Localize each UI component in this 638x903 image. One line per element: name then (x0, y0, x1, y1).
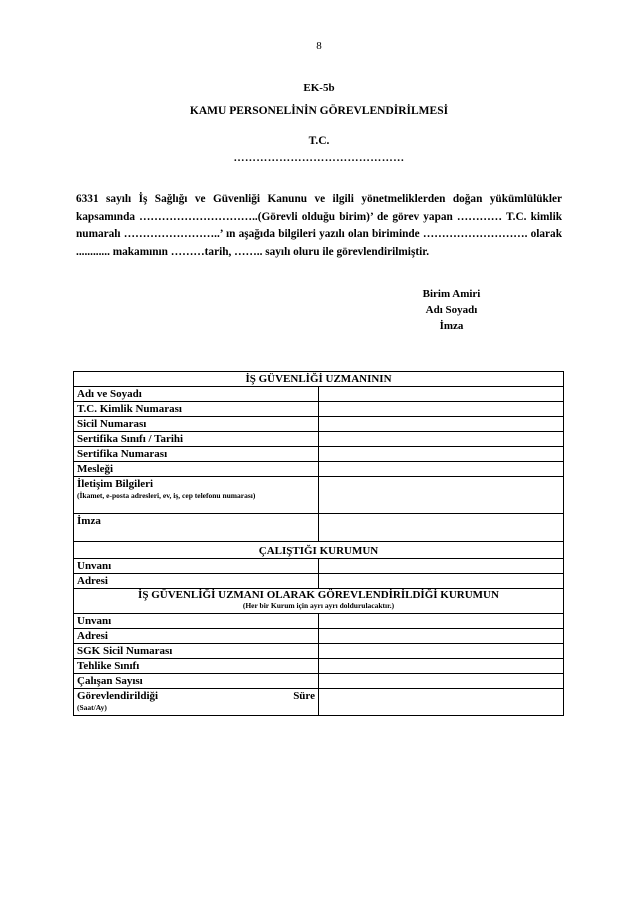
republic-label: T.C. (308, 135, 330, 147)
table-row (74, 589, 564, 614)
institution-placeholder: ……………………………………… (233, 152, 405, 164)
field-employees[interactable] (319, 674, 564, 689)
table-row (74, 447, 564, 462)
field-signature[interactable] (319, 514, 564, 542)
duration-label-a: Görevlendirildiği (77, 690, 159, 702)
table-row (74, 387, 564, 402)
row-label-employer-address: Adresi (74, 574, 319, 589)
field-assigned-address[interactable] (319, 629, 564, 644)
field-employer-title[interactable] (319, 559, 564, 574)
table-row (74, 574, 564, 589)
field-contact[interactable] (319, 477, 564, 514)
row-label-assigned-address: Adresi (74, 629, 319, 644)
table-row (74, 644, 564, 659)
row-label-duration (74, 689, 319, 716)
table-row (74, 674, 564, 689)
table-row (74, 659, 564, 674)
table-row (74, 514, 564, 542)
assigned-title: İŞ GÜVENLİĞİ UZMANI OLARAK GÖREVLENDİRİLDİĞİ KURUMUN (138, 589, 499, 601)
field-hazard[interactable] (319, 659, 564, 674)
form-code: EK-5b (303, 82, 335, 94)
signature-sign: İmza (439, 320, 464, 332)
assignment-paragraph: 6331 sayılı İş Sağlığı ve Güvenliği Kanunu ve ilgili yönetmeliklerden doğan yükümlülükler kapsamında …………………………..(Görevli olduğu birim)’ de görev yapan ………… T.C. kimlik numaralı ……………………..’ ın aşağıda bilgileri yazılı olan biriminde ………………………. olarak ............ makamının ………tarih, …….. sayılı oluru ile görevlendirilmiştir. (76, 193, 562, 258)
signature-name: Adı Soyadı (425, 304, 478, 316)
row-label-profession: Mesleği (74, 462, 319, 477)
field-cert-no[interactable] (319, 447, 564, 462)
row-label-name: Adı ve Soyadı (74, 387, 319, 402)
duration-label-b: Süre (293, 690, 315, 702)
field-sgk[interactable] (319, 644, 564, 659)
field-sicil[interactable] (319, 417, 564, 432)
table-row (74, 559, 564, 574)
contact-note: (İkamet, e-posta adresleri, ev, iş, cep telefonu numarası) (77, 491, 256, 500)
field-duration[interactable] (319, 689, 564, 716)
table-row (74, 462, 564, 477)
field-name[interactable] (319, 387, 564, 402)
row-label-tc-no: T.C. Kimlik Numarası (74, 402, 319, 417)
duration-label (77, 689, 315, 703)
signature-block (404, 286, 499, 334)
table-row (74, 542, 564, 559)
field-assigned-title[interactable] (319, 614, 564, 629)
row-label-sicil: Sicil Numarası (74, 417, 319, 432)
row-label-employees: Çalışan Sayısı (74, 674, 319, 689)
contact-label: İletişim Bilgileri (77, 478, 154, 490)
field-employer-address[interactable] (319, 574, 564, 589)
duration-unit: (Saat/Ay) (77, 703, 107, 712)
field-tc-no[interactable] (319, 402, 564, 417)
row-label-assigned-title: Unvanı (74, 614, 319, 629)
table-row (74, 629, 564, 644)
row-label-signature: İmza (74, 514, 319, 542)
assigned-note: (Her bir Kurum için ayrı ayrı doldurulacaktır.) (242, 601, 395, 610)
signature-title: Birim Amiri (422, 288, 481, 300)
table-row (74, 689, 564, 716)
row-label-employer-title: Unvanı (74, 559, 319, 574)
page-number: 8 (316, 40, 322, 52)
table-row (74, 402, 564, 417)
row-label-hazard: Tehlike Sınıfı (74, 659, 319, 674)
section-header-assigned (74, 589, 564, 614)
table-row (74, 372, 564, 387)
row-label-contact (74, 477, 319, 514)
form-title: KAMU PERSONELİNİN GÖREVLENDİRİLMESİ (189, 105, 449, 117)
table-row (74, 432, 564, 447)
row-label-cert-no: Sertifika Numarası (74, 447, 319, 462)
expert-info-table (73, 371, 564, 716)
table-row (74, 477, 564, 514)
section-header-employer: ÇALIŞTIĞI KURUMUN (74, 542, 564, 559)
table-row (74, 614, 564, 629)
field-profession[interactable] (319, 462, 564, 477)
row-label-sgk: SGK Sicil Numarası (74, 644, 319, 659)
field-cert-class[interactable] (319, 432, 564, 447)
row-label-cert-class: Sertifika Sınıfı / Tarihi (74, 432, 319, 447)
section-header-expert: İŞ GÜVENLİĞİ UZMANININ (74, 372, 564, 387)
table-row (74, 417, 564, 432)
